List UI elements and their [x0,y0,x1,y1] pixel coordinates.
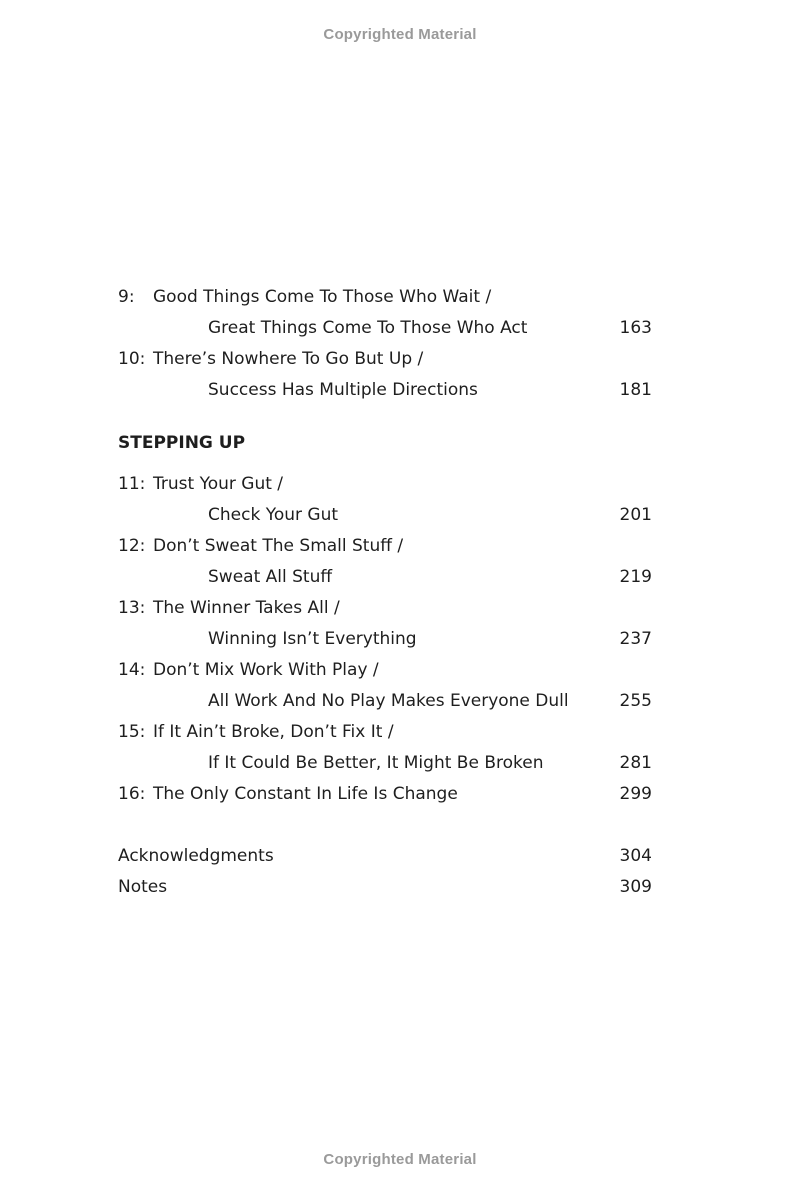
chapter-subtitle: All Work And No Play Makes Everyone Dull [208,691,569,711]
chapter-subtitle: If It Could Be Better, It Might Be Broken [208,753,544,773]
chapter-subtitle: Winning Isn’t Everything [208,629,417,649]
chapter-subtitle: Sweat All Stuff [208,567,333,587]
chapter-number: 12: [118,536,146,556]
toc-entry-13 [118,593,652,655]
page-number: 255 [619,691,652,711]
page-number: 237 [619,629,652,649]
toc-entry-16 [118,779,652,810]
chapter-title: The Only Constant In Life Is Change [153,784,458,804]
toc-entry-15 [118,717,652,779]
page-number: 304 [619,846,652,866]
chapter-subtitle: Success Has Multiple Directions [208,380,478,400]
chapter-number: 13: [118,598,146,618]
chapter-number: 15: [118,722,146,742]
chapter-title: Good Things Come To Those Who Wait / [153,287,492,307]
copyright-watermark-top: Copyrighted Material [323,26,477,43]
toc-entry-10 [118,344,652,406]
toc-entry-12 [118,531,652,593]
page-number: 201 [619,505,652,525]
toc-acknowledgments [118,841,652,872]
chapter-title: There’s Nowhere To Go But Up / [153,349,424,369]
toc-entry-9 [118,282,652,344]
chapter-title: Trust Your Gut / [153,474,284,494]
page-number: 219 [619,567,652,587]
toc-notes [118,872,652,903]
chapter-number: 16: [118,784,146,804]
section-heading: STEPPING UP [118,433,246,453]
chapter-title: The Winner Takes All / [153,598,340,618]
toc-entry-14 [118,655,652,717]
back-matter-label: Notes [118,877,168,897]
table-of-contents [118,282,652,903]
page-number: 181 [619,380,652,400]
chapter-title: Don’t Sweat The Small Stuff / [153,536,404,556]
chapter-number: 14: [118,660,146,680]
page-number: 309 [619,877,652,897]
back-matter-label: Acknowledgments [118,846,274,866]
chapter-number: 9: [118,287,135,307]
chapter-title: If It Ain’t Broke, Don’t Fix It / [153,722,394,742]
chapter-subtitle: Great Things Come To Those Who Act [208,318,528,338]
chapter-number: 10: [118,349,146,369]
page-number: 163 [619,318,652,338]
toc-entry-11 [118,469,652,531]
chapter-title: Don’t Mix Work With Play / [153,660,379,680]
page-number: 299 [619,784,652,804]
page-number: 281 [619,753,652,773]
chapter-number: 11: [118,474,146,494]
copyright-watermark-bottom: Copyrighted Material [323,1151,477,1168]
chapter-subtitle: Check Your Gut [208,505,339,525]
